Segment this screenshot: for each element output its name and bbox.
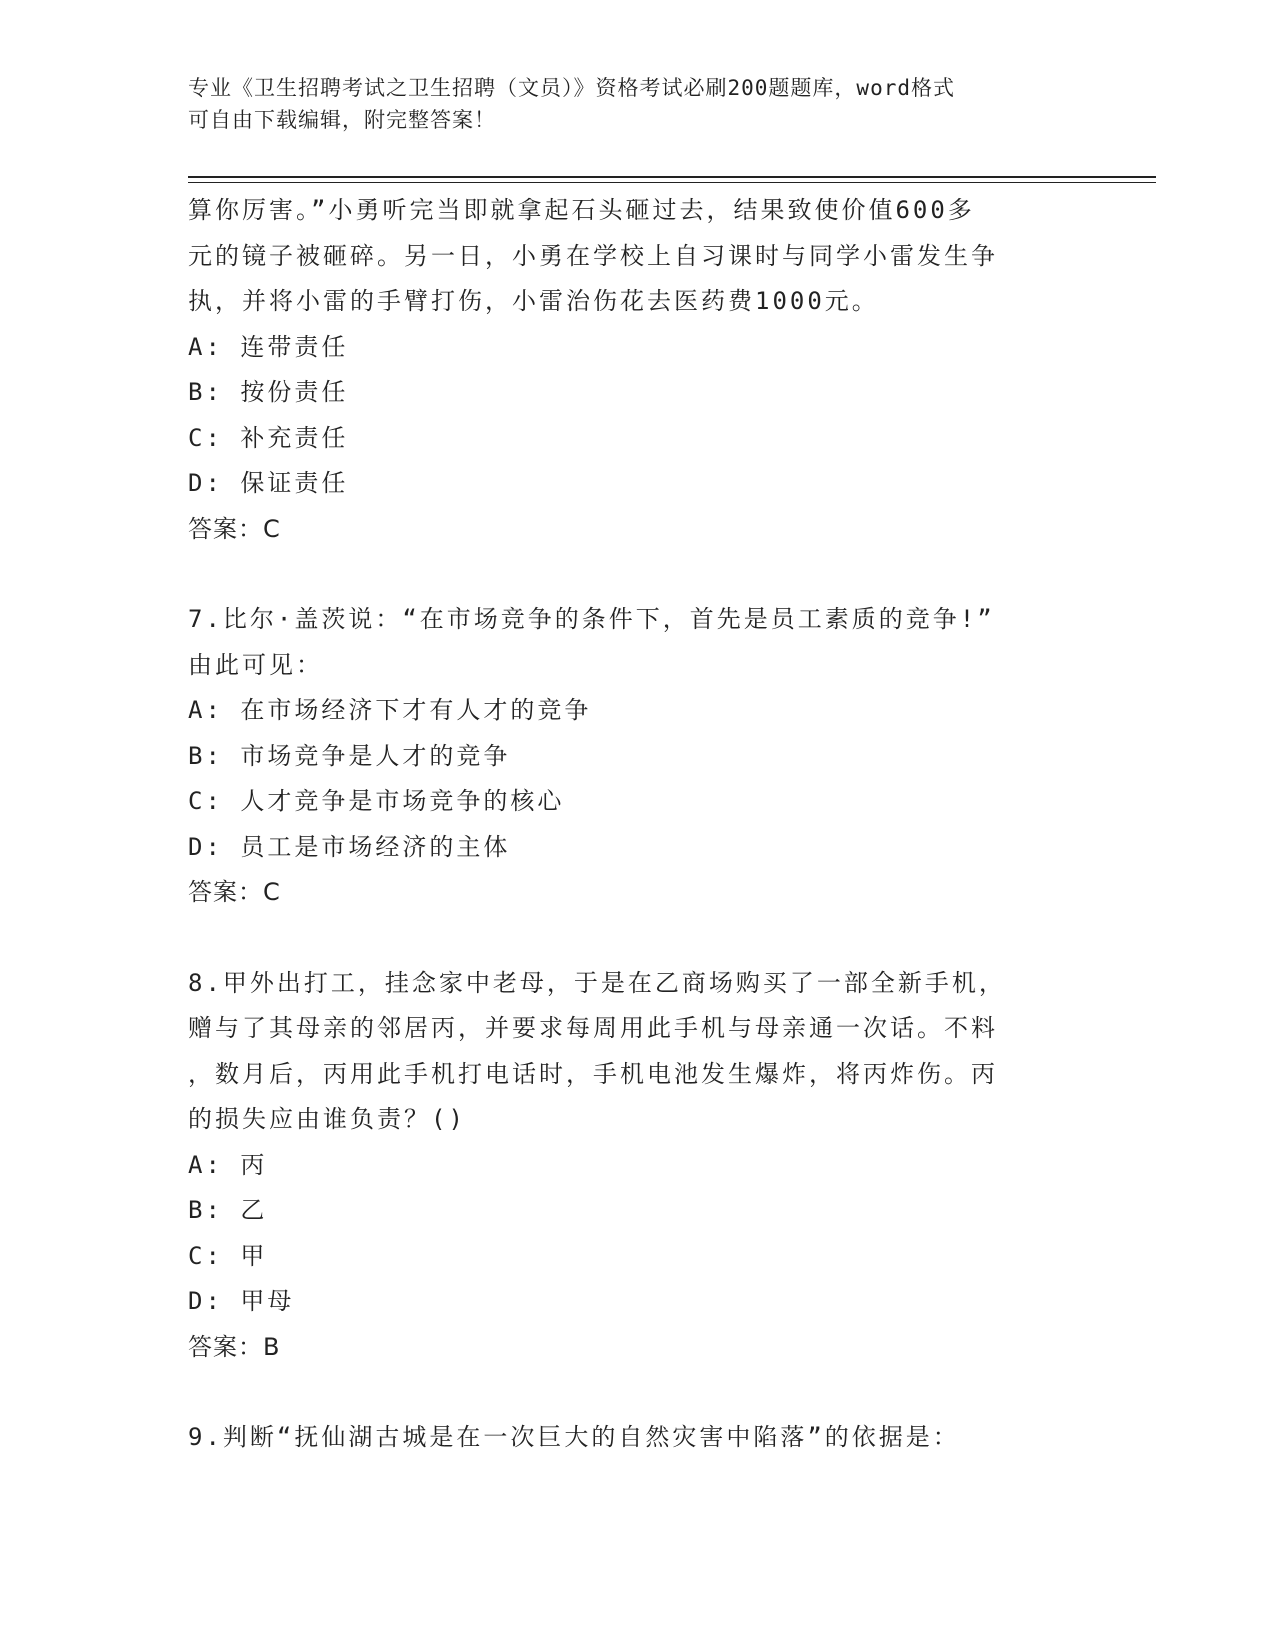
option-b: B: 市场竞争是人才的竞争 (188, 741, 511, 770)
option-a: A: 连带责任 (188, 332, 349, 361)
question-stem-line: 赠与了其母亲的邻居丙，并要求每周用此手机与母亲通一次话。不料 (188, 1014, 998, 1042)
header-line: 专业《卫生招聘考试之卫生招聘（文员）》资格考试必刷200题题库，word格式 (188, 76, 955, 100)
document-header (188, 72, 1088, 136)
question-stem-line: 算你厉害。”小勇听完当即就拿起石头砸过去，结果致使价值600多 (188, 196, 975, 224)
question-block (188, 597, 1088, 916)
question-stem-line: 元的镜子被砸碎。另一日，小勇在学校上自习课时与同学小雷发生争 (188, 241, 998, 270)
question-block (188, 1415, 1088, 1461)
question-stem-line: 8.甲外出打工，挂念家中老母，于是在乙商场购买了一部全新手机， (188, 968, 1006, 997)
question-block (188, 961, 1088, 1371)
question-block (188, 188, 1088, 552)
answer-line: 答案：C (188, 878, 281, 906)
question-stem-line: 由此可见： (188, 650, 323, 679)
option-b: B: 乙 (188, 1196, 268, 1224)
question-stem-line: ，数月后，丙用此手机打电话时，手机电池发生爆炸，将丙炸伤。丙 (188, 1059, 998, 1088)
question-stem-line: 执，并将小雷的手臂打伤，小雷治伤花去医药费1000元。 (188, 287, 879, 315)
option-d: D: 员工是市场经济的主体 (188, 832, 511, 861)
question-stem-line: 9.判断“抚仙湖古城是在一次巨大的自然灾害中陷落”的依据是： (188, 1423, 960, 1451)
question-stem-line: 7.比尔·盖茨说：“在市场竞争的条件下，首先是员工素质的竞争!” (188, 605, 995, 633)
option-c: C: 甲 (188, 1241, 268, 1270)
option-d: D: 保证责任 (188, 469, 349, 497)
option-a: A: 丙 (188, 1150, 268, 1179)
document-body (188, 188, 1088, 1461)
header-divider (188, 176, 1156, 178)
question-stem-line: 的损失应由谁负责？() (188, 1105, 466, 1133)
option-b: B: 按份责任 (188, 378, 349, 406)
option-a: A: 在市场经济下才有人才的竞争 (188, 696, 592, 724)
header-line: 可自由下载编辑，附完整答案！ (188, 108, 496, 132)
option-c: C: 补充责任 (188, 423, 349, 452)
answer-line: 答案：C (188, 514, 281, 543)
header-divider (188, 182, 1156, 183)
option-c: C: 人才竞争是市场竞争的核心 (188, 787, 565, 815)
option-d: D: 甲母 (188, 1287, 295, 1315)
answer-line: 答案：B (188, 1332, 281, 1361)
